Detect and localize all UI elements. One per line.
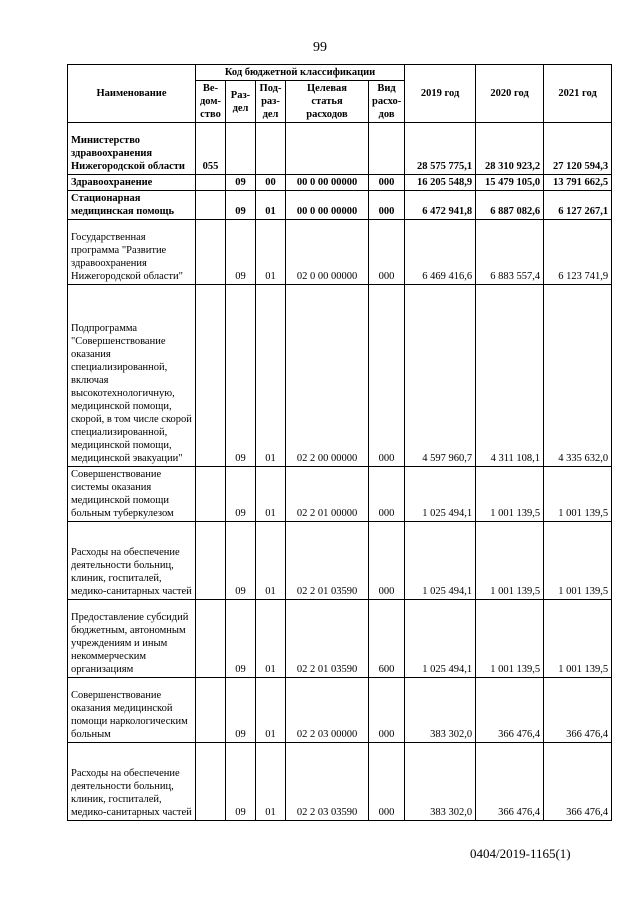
row-razdel: 09 [226, 522, 256, 600]
table-row [68, 191, 612, 220]
row-2020: 366 476,4 [476, 678, 544, 743]
row-2019: 383 302,0 [405, 743, 476, 821]
header-vid: Вид расхо- дов [369, 81, 405, 123]
row-2020: 1 001 139,5 [476, 600, 544, 678]
table-row [68, 467, 612, 522]
row-2019: 383 302,0 [405, 678, 476, 743]
table-row [68, 285, 612, 467]
row-razdel [226, 123, 256, 175]
row-razdel: 09 [226, 175, 256, 191]
row-target: 02 2 03 03590 [286, 743, 369, 821]
row-target: 02 2 01 03590 [286, 600, 369, 678]
row-razdel: 09 [226, 191, 256, 220]
table-row [68, 123, 612, 175]
row-razdel: 09 [226, 220, 256, 285]
row-target: 02 2 01 00000 [286, 467, 369, 522]
row-name: Министерство здравоохранения Нижегородской области [68, 123, 196, 175]
row-razdel: 09 [226, 285, 256, 467]
row-podrazdel: 01 [256, 467, 286, 522]
row-name: Здравоохранение [68, 175, 196, 191]
row-ved [196, 191, 226, 220]
table-row [68, 175, 612, 191]
row-podrazdel: 01 [256, 191, 286, 220]
table-row [68, 522, 612, 600]
header-target: Целевая статья расходов [286, 81, 369, 123]
row-2021: 366 476,4 [544, 743, 612, 821]
row-razdel: 09 [226, 678, 256, 743]
row-target: 02 2 00 00000 [286, 285, 369, 467]
row-2020: 366 476,4 [476, 743, 544, 821]
row-podrazdel: 00 [256, 175, 286, 191]
row-2020: 4 311 108,1 [476, 285, 544, 467]
budget-table [67, 64, 612, 821]
row-2019: 4 597 960,7 [405, 285, 476, 467]
row-2021: 1 001 139,5 [544, 467, 612, 522]
header-name: Наименование [68, 65, 196, 123]
header-code-group: Код бюджетной классификации [196, 65, 405, 81]
row-name: Расходы на обеспечение деятельности больниц, клиник, госпиталей, медико-санитарных частей [68, 743, 196, 821]
table-row [68, 743, 612, 821]
row-podrazdel: 01 [256, 743, 286, 821]
row-target: 02 2 03 00000 [286, 678, 369, 743]
page-number: 99 [313, 40, 327, 55]
row-target [286, 123, 369, 175]
row-razdel: 09 [226, 467, 256, 522]
row-2019: 1 025 494,1 [405, 600, 476, 678]
row-vid: 000 [369, 220, 405, 285]
row-2019: 1 025 494,1 [405, 467, 476, 522]
row-2020: 6 887 082,6 [476, 191, 544, 220]
row-2020: 1 001 139,5 [476, 467, 544, 522]
row-2021: 4 335 632,0 [544, 285, 612, 467]
row-2020: 1 001 139,5 [476, 522, 544, 600]
row-2021: 6 127 267,1 [544, 191, 612, 220]
row-vid: 000 [369, 191, 405, 220]
row-ved [196, 467, 226, 522]
row-ved [196, 743, 226, 821]
row-razdel: 09 [226, 743, 256, 821]
header-ved: Ве- дом- ство [196, 81, 226, 123]
row-2019: 16 205 548,9 [405, 175, 476, 191]
row-ved [196, 285, 226, 467]
row-target: 02 0 00 00000 [286, 220, 369, 285]
row-podrazdel: 01 [256, 678, 286, 743]
row-ved [196, 678, 226, 743]
row-name: Предоставление субсидий бюджетным, автономным учреждениям и иным некоммерческим организациям [68, 600, 196, 678]
row-2021: 13 791 662,5 [544, 175, 612, 191]
row-vid: 000 [369, 467, 405, 522]
row-name: Государственная программа "Развитие здравоохранения Нижегородской области" [68, 220, 196, 285]
table-row [68, 678, 612, 743]
row-2020: 28 310 923,2 [476, 123, 544, 175]
row-target: 00 0 00 00000 [286, 175, 369, 191]
row-2021: 1 001 139,5 [544, 600, 612, 678]
row-podrazdel: 01 [256, 220, 286, 285]
table-body [68, 123, 612, 821]
row-ved [196, 522, 226, 600]
row-target: 00 0 00 00000 [286, 191, 369, 220]
row-name: Совершенствование оказания медицинской помощи наркологическим больным [68, 678, 196, 743]
row-vid [369, 123, 405, 175]
row-ved [196, 220, 226, 285]
table-row [68, 220, 612, 285]
row-2021: 1 001 139,5 [544, 522, 612, 600]
row-podrazdel: 01 [256, 600, 286, 678]
row-name: Совершенствование системы оказания медицинской помощи больным туберкулезом [68, 467, 196, 522]
row-2019: 6 469 416,6 [405, 220, 476, 285]
row-vid: 000 [369, 175, 405, 191]
row-2019: 1 025 494,1 [405, 522, 476, 600]
row-vid: 000 [369, 522, 405, 600]
row-target: 02 2 01 03590 [286, 522, 369, 600]
row-vid: 600 [369, 600, 405, 678]
row-2021: 366 476,4 [544, 678, 612, 743]
row-2021: 27 120 594,3 [544, 123, 612, 175]
row-razdel: 09 [226, 600, 256, 678]
row-podrazdel: 01 [256, 522, 286, 600]
header-2020: 2020 год [476, 65, 544, 123]
row-2021: 6 123 741,9 [544, 220, 612, 285]
row-2020: 15 479 105,0 [476, 175, 544, 191]
row-2019: 6 472 941,8 [405, 191, 476, 220]
row-podrazdel: 01 [256, 285, 286, 467]
row-name: Стационарная медицинская помощь [68, 191, 196, 220]
row-ved [196, 600, 226, 678]
row-vid: 000 [369, 743, 405, 821]
header-2019: 2019 год [405, 65, 476, 123]
document-code: 0404/2019-1165(1) [470, 846, 571, 861]
row-podrazdel [256, 123, 286, 175]
header-podrazdel: Под- раз- дел [256, 81, 286, 123]
row-name: Подпрограмма "Совершенствование оказания специализированной, включая высокотехнологичную, медицинской помощи, скорой, в том числе скорой специализированной, медицинской помощи, медицинской эвакуации" [68, 285, 196, 467]
row-2020: 6 883 557,4 [476, 220, 544, 285]
table-row [68, 600, 612, 678]
header-razdel: Раз- дел [226, 81, 256, 123]
row-vid: 000 [369, 285, 405, 467]
row-vid: 000 [369, 678, 405, 743]
header-2021: 2021 год [544, 65, 612, 123]
row-ved: 055 [196, 123, 226, 175]
row-2019: 28 575 775,1 [405, 123, 476, 175]
row-ved [196, 175, 226, 191]
row-name: Расходы на обеспечение деятельности больниц, клиник, госпиталей, медико-санитарных частей [68, 522, 196, 600]
